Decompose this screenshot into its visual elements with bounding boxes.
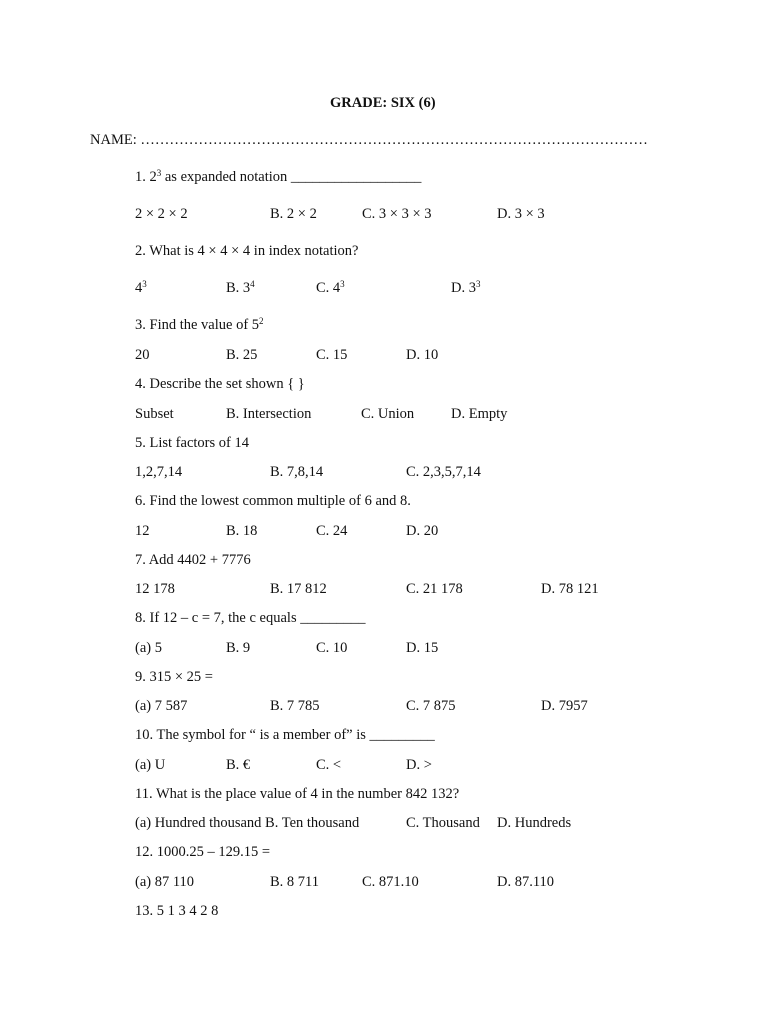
question-10	[135, 726, 435, 744]
question-7-option-4	[541, 580, 599, 598]
question-9	[135, 668, 213, 686]
text-segment: 6. Find the lowest common multiple of 6 and 8.	[135, 493, 411, 509]
question-11	[135, 785, 459, 803]
exponent: 3	[156, 168, 162, 178]
question-2-option-4	[451, 279, 480, 297]
text-segment: B. 7,8,14	[270, 464, 324, 480]
question-3-option-4	[406, 346, 438, 364]
question-5-option-2	[270, 463, 323, 481]
question-4-option-1	[135, 405, 174, 423]
question-6-option-4	[406, 522, 438, 540]
text-segment: B. 3	[226, 280, 251, 296]
question-4-option-4	[451, 405, 507, 423]
text-segment: 11. What is the place value of 4 in the number 842 132?	[135, 786, 460, 802]
question-12-option-3	[362, 873, 419, 891]
text-segment: C. Thousand	[406, 815, 480, 831]
text-segment: D. 87.110	[497, 874, 555, 890]
question-4-option-3	[361, 405, 414, 423]
question-8-option-4	[406, 639, 438, 657]
exponent: 3	[475, 279, 481, 289]
text-segment: C. 15	[316, 347, 348, 363]
text-segment: D. 10	[406, 347, 439, 363]
question-10-option-1	[135, 756, 165, 774]
question-5	[135, 434, 249, 452]
text-segment: B. Intersection	[226, 406, 312, 422]
text-segment: D. Empty	[451, 406, 508, 422]
question-8	[135, 609, 365, 627]
text-segment: C. 21 178	[406, 581, 463, 597]
text-segment: B. 17 812	[270, 581, 327, 597]
question-8-option-1	[135, 639, 162, 657]
text-segment: C. 871.10	[362, 874, 419, 890]
question-4-option-2	[226, 405, 311, 423]
text-segment: D. 3 × 3	[497, 206, 545, 222]
text-segment: 2 × 2 × 2	[135, 206, 188, 222]
question-7-option-3	[406, 580, 463, 598]
text-segment: C. <	[316, 757, 342, 773]
question-2-option-1	[135, 279, 147, 297]
text-segment: 12 178	[135, 581, 175, 597]
text-segment: D. >	[406, 757, 432, 773]
text-segment: C. 7 875	[406, 698, 456, 714]
question-9-option-2	[270, 697, 320, 715]
text-segment: D. 7957	[541, 698, 588, 714]
question-2	[135, 242, 359, 260]
text-segment: 1. 2	[135, 169, 157, 185]
text-segment: C. 4	[316, 280, 341, 296]
question-12-option-1	[135, 873, 194, 891]
question-12	[135, 843, 270, 861]
question-11-option-3	[497, 814, 571, 832]
text-segment: C. 3 × 3 × 3	[362, 206, 432, 222]
text-segment: C. 2,3,5,7,14	[406, 464, 481, 480]
text-segment: 12	[135, 523, 150, 539]
text-segment: 7. Add 4402 + 7776	[135, 552, 251, 568]
text-segment: 3. Find the value of 5	[135, 317, 260, 333]
question-8-option-3	[316, 639, 347, 657]
text-segment: (a) U	[135, 757, 166, 773]
text-segment: 13. 5 1 3 4 2 8	[135, 903, 219, 919]
question-3-option-1	[135, 346, 150, 364]
question-9-option-1	[135, 697, 187, 715]
text-segment: B. 18	[226, 523, 258, 539]
text-segment: 8. If 12 – c = 7, the c equals _________	[135, 610, 366, 626]
text-segment: 9. 315 × 25 =	[135, 669, 213, 685]
question-8-option-2	[226, 639, 250, 657]
exponent: 3	[142, 279, 147, 289]
text-segment: 10. The symbol for “ is a member of” is _________	[135, 727, 435, 743]
question-3-option-3	[316, 346, 347, 364]
text-segment: 20	[135, 347, 150, 363]
question-10-option-2	[226, 756, 250, 774]
question-3-option-2	[226, 346, 257, 364]
question-1	[135, 168, 421, 186]
text-segment: D. Hundreds	[497, 815, 572, 831]
page-title: GRADE: SIX (6)	[330, 95, 436, 111]
text-segment: B. 25	[226, 347, 258, 363]
question-12-option-4	[497, 873, 554, 891]
text-segment: D. 20	[406, 523, 439, 539]
question-1-option-3	[362, 205, 432, 223]
question-4	[135, 375, 305, 393]
text-segment: C. Union	[361, 406, 415, 422]
text-segment: Subset	[135, 406, 174, 422]
text-segment: D. 15	[406, 640, 439, 656]
text-segment: D. 78 121	[541, 581, 599, 597]
text-segment: (a) Hundred thousand B. Ten thousand	[135, 815, 360, 831]
question-3	[135, 316, 264, 334]
text-segment: (a) 5	[135, 640, 162, 656]
exponent: 2	[259, 316, 264, 326]
text-segment: B. €	[226, 757, 251, 773]
question-1-option-4	[497, 205, 545, 223]
question-5-option-1	[135, 463, 182, 481]
question-1-option-1	[135, 205, 188, 223]
text-segment: C. 10	[316, 640, 348, 656]
text-segment: B. 7 785	[270, 698, 320, 714]
question-2-option-3	[316, 279, 345, 297]
question-11-option-2	[406, 814, 480, 832]
text-segment: B. 2 × 2	[270, 206, 317, 222]
question-5-option-3	[406, 463, 481, 481]
question-2-option-2	[226, 279, 255, 297]
text-segment: as expanded notation __________________	[161, 169, 422, 185]
text-segment: C. 24	[316, 523, 348, 539]
question-7-option-2	[270, 580, 327, 598]
text-segment: (a) 7 587	[135, 698, 188, 714]
text-segment: (a) 87 110	[135, 874, 195, 890]
question-11-option-1	[135, 814, 359, 832]
exponent: 3	[340, 279, 345, 289]
name-line: NAME: ……………………………………………………………………………………………	[90, 132, 648, 148]
question-10-option-3	[316, 756, 341, 774]
question-12-option-2	[270, 873, 319, 891]
question-6	[135, 492, 411, 510]
question-6-option-1	[135, 522, 150, 540]
text-segment: 4. Describe the set shown { }	[135, 376, 305, 392]
question-13	[135, 902, 218, 920]
question-10-option-4	[406, 756, 432, 774]
text-segment: 1,2,7,14	[135, 464, 183, 480]
exponent: 4	[250, 279, 255, 289]
question-7	[135, 551, 251, 569]
text-segment: D. 3	[451, 280, 476, 296]
question-6-option-3	[316, 522, 347, 540]
text-segment: 12. 1000.25 – 129.15 =	[135, 844, 271, 860]
text-segment: B. 8 711	[270, 874, 320, 890]
question-1-option-2	[270, 205, 317, 223]
text-segment: 5. List factors of 14	[135, 435, 249, 451]
question-9-option-3	[406, 697, 456, 715]
text-segment: 2. What is 4 × 4 × 4 in index notation?	[135, 243, 359, 259]
question-7-option-1	[135, 580, 175, 598]
text-segment: 4	[135, 280, 143, 296]
question-6-option-2	[226, 522, 257, 540]
text-segment: B. 9	[226, 640, 251, 656]
question-9-option-4	[541, 697, 588, 715]
